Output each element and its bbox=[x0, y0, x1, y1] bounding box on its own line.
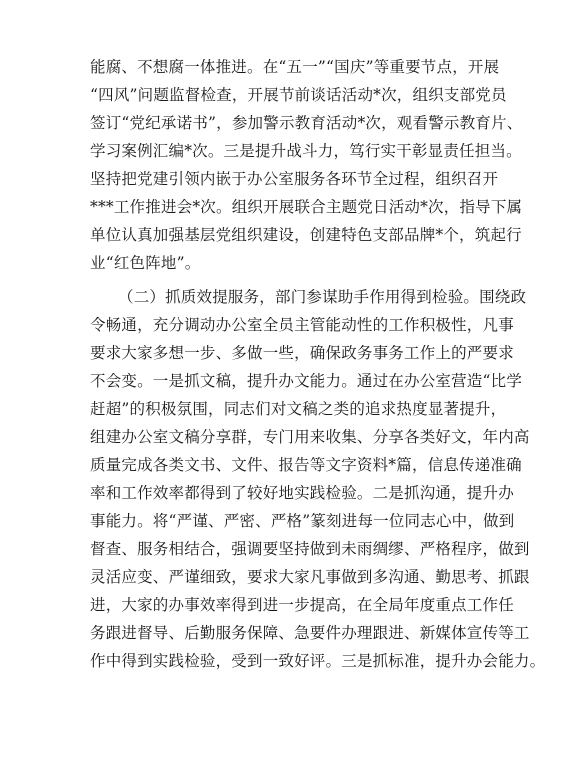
body-text-line: 不会变。一是抓文稿，提升办文能力。通过在办公室营造“比学 bbox=[90, 372, 523, 390]
body-text-line: ***工作推进会*次。组织开展联合主题党日活动*次，指导下属 bbox=[90, 198, 523, 216]
body-text-line: 业“红色阵地”。 bbox=[90, 254, 201, 272]
section-heading-line: （二）抓质效提服务，部门参谋助手作用得到检验。围绕政 bbox=[118, 288, 527, 306]
body-text-line: 督查、服务相结合，强调要坚持做到未雨绸缪、严格程序，做到 bbox=[90, 540, 530, 558]
body-text-line: “四风”问题监督检查，开展节前谈话活动*次，组织支部党员 bbox=[90, 86, 507, 104]
body-text-line: 率和工作效率都得到了较好地实践检验。二是抓沟通，提升办 bbox=[90, 484, 514, 502]
body-text-line: 单位认真加强基层党组织建设，创建特色支部品牌*个，筑起行 bbox=[90, 226, 522, 244]
body-text-line: 务跟进督导、后勤服务保障、急要件办理跟进、新媒体宣传等工 bbox=[90, 624, 530, 642]
body-text-line: 能腐、不想腐一体推进。在“五一”“国庆”等重要节点，开展 bbox=[90, 58, 500, 76]
body-text-line: 坚持把党建引领内嵌于办公室服务各环节全过程，组织召开 bbox=[90, 170, 499, 188]
body-text-line: 进，大家的办事效率得到进一步提高，在全局年度重点工作任 bbox=[90, 596, 514, 614]
body-text-line: 质量完成各类文书、文件、报告等文字资料*篇，信息传递准确 bbox=[90, 456, 522, 474]
body-text-line: 赶超”的积极氛围，同志们对文稿之类的追求热度显著提升， bbox=[90, 400, 507, 418]
body-text-line: 要求大家多想一步、多做一些，确保政务事务工作上的严要求 bbox=[90, 344, 514, 362]
body-text-line: 组建办公室文稿分享群，专门用来收集、分享各类好文，年内高 bbox=[90, 428, 530, 446]
body-text-line: 签订“党纪承诺书”，参加警示教育活动*次，观看警示教育片、 bbox=[90, 114, 523, 132]
body-text-line: 灵活应变、严谨细致，要求大家凡事做到多沟通、勤思考、抓跟 bbox=[90, 568, 530, 586]
body-text-line: 作中得到实践检验，受到一致好评。三是抓标准，提升办会能力。 bbox=[90, 652, 546, 670]
body-text-line: 事能力。将“严谨、严密、严格”篆刻进每一位同志心中，做到 bbox=[90, 512, 515, 530]
body-text-line: 令畅通，充分调动办公室全员主管能动性的工作积极性，凡事 bbox=[90, 316, 514, 334]
body-text-line: 学习案例汇编*次。三是提升战斗力，笃行实干彰显责任担当。 bbox=[90, 142, 522, 160]
